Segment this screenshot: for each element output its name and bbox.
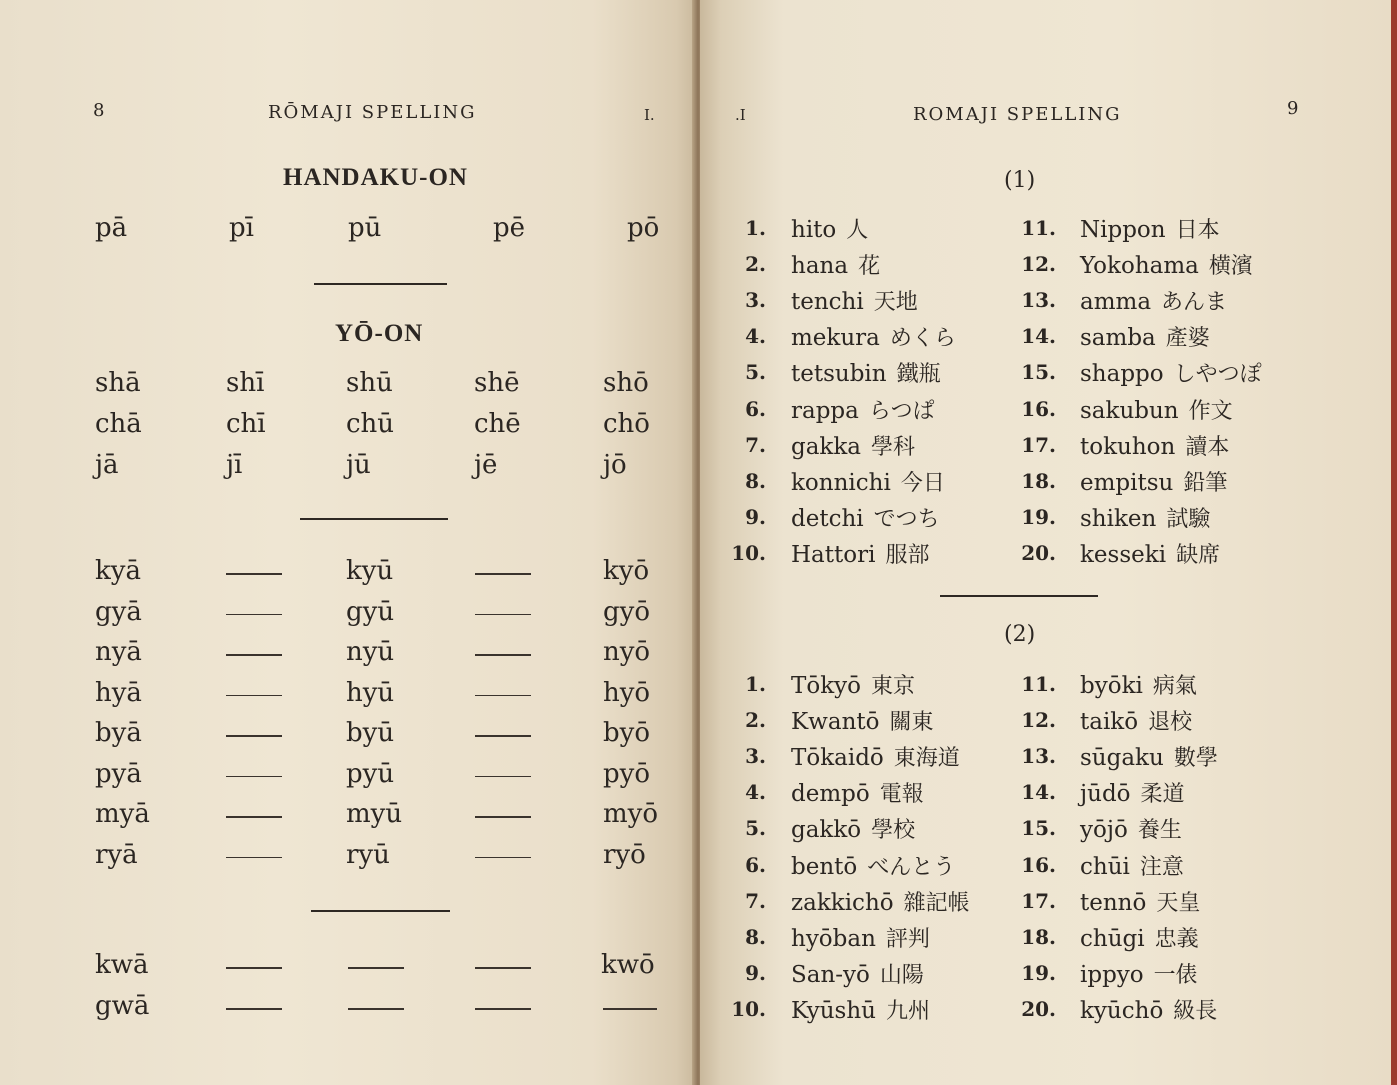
blank-dash bbox=[226, 967, 282, 969]
blank-dash bbox=[475, 695, 531, 697]
blank-dash bbox=[475, 735, 531, 737]
blank-dash bbox=[475, 573, 531, 575]
entry-number: 17. bbox=[1021, 888, 1056, 913]
word-entry bbox=[1080, 357, 1262, 388]
entry-number: 17. bbox=[1021, 432, 1056, 457]
word-entry bbox=[1080, 213, 1220, 244]
running-head: RŌMAJI SPELLING bbox=[268, 102, 477, 123]
blank-dash bbox=[475, 776, 531, 778]
divider bbox=[300, 518, 448, 520]
page-marker: I. bbox=[644, 106, 655, 124]
word-entry bbox=[791, 213, 868, 244]
word-entry bbox=[1080, 285, 1227, 316]
word-entry bbox=[791, 430, 915, 461]
romaji-word: dempō bbox=[791, 781, 870, 808]
blank-dash bbox=[475, 1008, 531, 1010]
entry-number: 12. bbox=[1021, 708, 1056, 733]
japanese-word: 病氣 bbox=[1152, 674, 1197, 699]
japanese-word: 學校 bbox=[871, 818, 916, 844]
romaji-word: shiken bbox=[1080, 505, 1157, 532]
syllable: byā bbox=[95, 718, 142, 748]
japanese-word: 關東 bbox=[889, 710, 934, 736]
japanese-word: 注意 bbox=[1139, 854, 1184, 880]
blank-dash bbox=[226, 776, 282, 778]
word-entry bbox=[791, 466, 945, 497]
syllable: chū bbox=[346, 409, 395, 439]
romaji-word: taikō bbox=[1080, 709, 1139, 736]
japanese-word: しやつぽ bbox=[1173, 362, 1262, 388]
entry-number: 1. bbox=[745, 672, 766, 696]
japanese-word: 天皇 bbox=[1156, 890, 1201, 916]
syllable: gyū bbox=[346, 596, 395, 627]
entry-number: 2. bbox=[745, 252, 766, 277]
word-entry bbox=[1080, 850, 1184, 881]
romaji-word: tetsubin bbox=[791, 361, 887, 388]
romaji-word: gakka bbox=[791, 433, 862, 460]
syllable: gyā bbox=[95, 596, 142, 627]
romaji-word: tokuhon bbox=[1080, 433, 1176, 460]
syllable: ryū bbox=[346, 839, 390, 870]
word-entry bbox=[1080, 538, 1220, 569]
entry-number: 19. bbox=[1021, 504, 1056, 529]
entry-number: 7. bbox=[745, 432, 766, 457]
romaji-word: Hattori bbox=[791, 541, 876, 568]
word-entry bbox=[1080, 394, 1233, 425]
romaji-word: ippyo bbox=[1080, 961, 1144, 988]
handaku-on-title: HANDAKU-ON bbox=[283, 164, 468, 191]
word-entry bbox=[791, 850, 955, 881]
left-page bbox=[0, 0, 697, 1085]
word-entry bbox=[1080, 669, 1197, 700]
yo-on-title: YŌ-ON bbox=[335, 320, 424, 347]
entry-number: 19. bbox=[1021, 960, 1056, 985]
blank-dash bbox=[475, 857, 531, 859]
romaji-word: kyūchō bbox=[1080, 997, 1164, 1024]
syllable: kwō bbox=[601, 950, 655, 980]
blank-dash bbox=[475, 654, 531, 656]
syllable: ryō bbox=[603, 839, 646, 870]
word-entry bbox=[791, 249, 880, 280]
romaji-word: hito bbox=[791, 217, 837, 243]
word-entry bbox=[791, 538, 929, 569]
entry-number: 5. bbox=[745, 360, 766, 385]
entry-number: 14. bbox=[1021, 780, 1056, 805]
blank-dash bbox=[226, 857, 282, 859]
japanese-word: 日本 bbox=[1175, 218, 1220, 243]
romaji-word: Kyūshū bbox=[791, 997, 876, 1024]
romaji-word: tennō bbox=[1080, 889, 1147, 916]
syllable: pyō bbox=[603, 758, 650, 789]
syllable: kyō bbox=[603, 556, 650, 586]
word-entry bbox=[1080, 813, 1182, 844]
word-entry bbox=[1080, 249, 1253, 280]
japanese-word: 作文 bbox=[1188, 398, 1233, 424]
word-entry bbox=[791, 394, 935, 425]
syllable: hyū bbox=[346, 677, 395, 708]
romaji-word: samba bbox=[1080, 325, 1156, 352]
syllable: myā bbox=[95, 799, 150, 829]
romaji-word: hyōban bbox=[791, 925, 876, 952]
blank-dash bbox=[475, 614, 531, 616]
japanese-word: 今日 bbox=[900, 470, 945, 496]
syllable: hyā bbox=[95, 677, 142, 708]
cover-edge bbox=[1391, 0, 1397, 1085]
japanese-word: でつち bbox=[873, 506, 940, 532]
syllable: pyā bbox=[95, 758, 142, 789]
japanese-word: 山陽 bbox=[879, 962, 924, 988]
entry-number: 20. bbox=[1021, 996, 1056, 1021]
entry-number: 3. bbox=[745, 288, 766, 313]
syllable: ryā bbox=[95, 839, 138, 870]
syllable: shē bbox=[474, 368, 520, 398]
japanese-word: 服部 bbox=[885, 542, 930, 568]
word-entry bbox=[1080, 430, 1229, 461]
syllable: pō bbox=[627, 213, 660, 243]
entry-number: 10. bbox=[731, 996, 766, 1021]
syllable: kyā bbox=[95, 556, 141, 586]
page-number: 9 bbox=[1287, 98, 1299, 119]
syllable: kyū bbox=[346, 556, 394, 586]
page-number: 8 bbox=[93, 100, 105, 121]
word-entry bbox=[791, 705, 934, 736]
japanese-word: 忠義 bbox=[1154, 926, 1199, 952]
word-entry bbox=[791, 886, 970, 917]
syllable: byū bbox=[346, 718, 395, 748]
romaji-word: Kwantō bbox=[791, 709, 880, 736]
japanese-word: 缺席 bbox=[1176, 542, 1221, 568]
syllable: pyū bbox=[346, 758, 395, 789]
entry-number: 13. bbox=[1021, 744, 1056, 769]
entry-number: 16. bbox=[1021, 396, 1056, 421]
right-page bbox=[700, 0, 1397, 1085]
japanese-word: 級長 bbox=[1173, 998, 1218, 1024]
entry-number: 18. bbox=[1021, 924, 1056, 949]
word-entry bbox=[791, 669, 915, 700]
syllable: shō bbox=[603, 368, 649, 398]
syllable: jī bbox=[226, 450, 243, 480]
japanese-word: 天地 bbox=[873, 290, 918, 316]
syllable: gwā bbox=[95, 991, 150, 1021]
entry-number: 13. bbox=[1021, 288, 1056, 313]
syllable: chē bbox=[474, 409, 521, 439]
entry-number: 8. bbox=[745, 468, 766, 493]
word-entry bbox=[791, 922, 930, 953]
syllable: jū bbox=[346, 450, 371, 480]
word-entry bbox=[1080, 741, 1218, 772]
romaji-word: Tōkyō bbox=[791, 673, 861, 699]
japanese-word: 人 bbox=[846, 218, 869, 243]
japanese-word: 學科 bbox=[871, 434, 916, 460]
japanese-word: 退校 bbox=[1148, 710, 1193, 736]
romaji-word: Yokohama bbox=[1080, 253, 1199, 280]
japanese-word: あんま bbox=[1161, 290, 1228, 316]
syllable: nyā bbox=[95, 637, 142, 667]
word-entry bbox=[1080, 777, 1185, 808]
page-marker: .I bbox=[735, 106, 746, 124]
word-entry bbox=[791, 777, 924, 808]
entry-number: 4. bbox=[745, 324, 766, 349]
romaji-word: Tōkaidō bbox=[791, 745, 884, 772]
word-entry bbox=[791, 357, 941, 388]
syllable: pē bbox=[493, 213, 526, 243]
entry-number: 3. bbox=[745, 744, 766, 769]
entry-number: 15. bbox=[1021, 816, 1056, 841]
word-entry bbox=[1080, 922, 1199, 953]
japanese-word: 雜記帳 bbox=[903, 890, 970, 916]
word-entry bbox=[791, 741, 960, 772]
japanese-word: 横濱 bbox=[1208, 254, 1253, 280]
blank-dash bbox=[226, 1008, 282, 1010]
word-entry bbox=[1080, 321, 1210, 352]
syllable: shī bbox=[226, 368, 265, 398]
entry-number: 15. bbox=[1021, 360, 1056, 385]
romaji-word: chūi bbox=[1080, 853, 1130, 880]
japanese-word: 東京 bbox=[870, 674, 915, 699]
romaji-word: amma bbox=[1080, 289, 1152, 316]
japanese-word: らつぱ bbox=[868, 398, 935, 424]
blank-dash bbox=[226, 654, 282, 656]
syllable: hyō bbox=[603, 677, 651, 708]
japanese-word: 電報 bbox=[879, 782, 924, 808]
blank-dash bbox=[226, 695, 282, 697]
entry-number: 11. bbox=[1021, 216, 1056, 240]
word-entry bbox=[1080, 886, 1200, 917]
japanese-word: 九州 bbox=[885, 998, 930, 1024]
romaji-word: gakkō bbox=[791, 817, 862, 844]
entry-number: 6. bbox=[745, 396, 766, 421]
word-entry bbox=[1080, 994, 1217, 1025]
entry-number: 18. bbox=[1021, 468, 1056, 493]
syllable: chī bbox=[226, 409, 266, 439]
syllable: jā bbox=[95, 450, 119, 480]
japanese-word: 讀本 bbox=[1185, 434, 1230, 460]
entry-number: 16. bbox=[1021, 852, 1056, 877]
romaji-word: San-yō bbox=[791, 961, 870, 988]
japanese-word: 數學 bbox=[1173, 746, 1218, 772]
word-entry bbox=[791, 813, 915, 844]
syllable: gyō bbox=[603, 596, 650, 627]
entry-number: 10. bbox=[731, 540, 766, 565]
entry-number: 2. bbox=[745, 708, 766, 733]
section-label: (2) bbox=[1004, 622, 1036, 647]
syllable: jē bbox=[474, 450, 498, 480]
blank-dash bbox=[348, 1008, 404, 1010]
word-entry bbox=[791, 958, 924, 989]
divider bbox=[940, 595, 1098, 597]
blank-dash bbox=[475, 967, 531, 969]
japanese-word: 柔道 bbox=[1140, 782, 1185, 808]
romaji-word: rappa bbox=[791, 397, 859, 424]
syllable: kwā bbox=[95, 950, 149, 980]
word-entry bbox=[1080, 705, 1192, 736]
japanese-word: 試驗 bbox=[1166, 506, 1211, 532]
word-entry bbox=[791, 285, 918, 316]
word-entry bbox=[791, 321, 956, 352]
entry-number: 12. bbox=[1021, 252, 1056, 277]
japanese-word: 鉛筆 bbox=[1183, 470, 1228, 496]
divider bbox=[311, 910, 450, 912]
blank-dash bbox=[226, 614, 282, 616]
entry-number: 5. bbox=[745, 816, 766, 841]
romaji-word: detchi bbox=[791, 505, 864, 532]
entry-number: 11. bbox=[1021, 672, 1056, 696]
entry-number: 9. bbox=[745, 960, 766, 985]
romaji-word: byōki bbox=[1080, 673, 1143, 699]
entry-number: 4. bbox=[745, 780, 766, 805]
syllable: nyū bbox=[346, 637, 395, 667]
entry-number: 8. bbox=[745, 924, 766, 949]
blank-dash bbox=[475, 816, 531, 818]
word-entry bbox=[1080, 502, 1210, 533]
romaji-word: yōjō bbox=[1080, 817, 1128, 844]
syllable: myō bbox=[603, 799, 658, 829]
romaji-word: tenchi bbox=[791, 289, 864, 316]
blank-dash bbox=[226, 735, 282, 737]
romaji-word: bentō bbox=[791, 853, 858, 880]
blank-dash bbox=[226, 816, 282, 818]
romaji-word: shappo bbox=[1080, 361, 1164, 388]
word-entry bbox=[1080, 466, 1227, 497]
syllable: pā bbox=[95, 213, 128, 243]
syllable: chā bbox=[95, 409, 142, 439]
romaji-word: konnichi bbox=[791, 469, 891, 496]
japanese-word: べんとう bbox=[867, 854, 956, 880]
romaji-word: zakkichō bbox=[791, 889, 894, 916]
japanese-word: 一俵 bbox=[1153, 962, 1198, 988]
romaji-word: empitsu bbox=[1080, 469, 1174, 496]
syllable: shā bbox=[95, 368, 141, 398]
syllable: pū bbox=[348, 213, 382, 243]
syllable: shū bbox=[346, 368, 393, 398]
japanese-word: 東海道 bbox=[893, 746, 960, 772]
divider bbox=[314, 283, 447, 285]
romaji-word: kesseki bbox=[1080, 541, 1167, 568]
entry-number: 14. bbox=[1021, 324, 1056, 349]
running-head: ROMAJI SPELLING bbox=[913, 104, 1122, 125]
romaji-word: sūgaku bbox=[1080, 745, 1164, 772]
romaji-word: chūgi bbox=[1080, 925, 1145, 952]
syllable: pī bbox=[229, 213, 254, 243]
japanese-word: 鐵瓶 bbox=[896, 362, 941, 388]
romaji-word: sakubun bbox=[1080, 397, 1179, 424]
blank-dash bbox=[348, 967, 404, 969]
word-entry bbox=[791, 994, 930, 1025]
romaji-word: jūdō bbox=[1080, 781, 1131, 808]
section-label: (1) bbox=[1004, 168, 1036, 193]
syllable: jō bbox=[603, 450, 627, 480]
romaji-word: mekura bbox=[791, 325, 880, 352]
syllable: chō bbox=[603, 409, 650, 439]
entry-number: 7. bbox=[745, 888, 766, 913]
japanese-word: 評判 bbox=[885, 926, 930, 952]
syllable: nyō bbox=[603, 637, 651, 667]
japanese-word: めくら bbox=[889, 326, 956, 352]
entry-number: 1. bbox=[745, 216, 766, 240]
romaji-word: hana bbox=[791, 253, 849, 280]
japanese-word: 花 bbox=[858, 254, 881, 280]
blank-dash bbox=[226, 573, 282, 575]
entry-number: 9. bbox=[745, 504, 766, 529]
blank-dash bbox=[603, 1008, 657, 1010]
japanese-word: 產婆 bbox=[1165, 326, 1210, 352]
word-entry bbox=[791, 502, 940, 533]
entry-number: 6. bbox=[745, 852, 766, 877]
word-entry bbox=[1080, 958, 1198, 989]
romaji-word: Nippon bbox=[1080, 217, 1166, 243]
syllable: byō bbox=[603, 718, 650, 748]
japanese-word: 養生 bbox=[1137, 818, 1182, 844]
entry-number: 20. bbox=[1021, 540, 1056, 565]
syllable: myū bbox=[346, 799, 403, 829]
